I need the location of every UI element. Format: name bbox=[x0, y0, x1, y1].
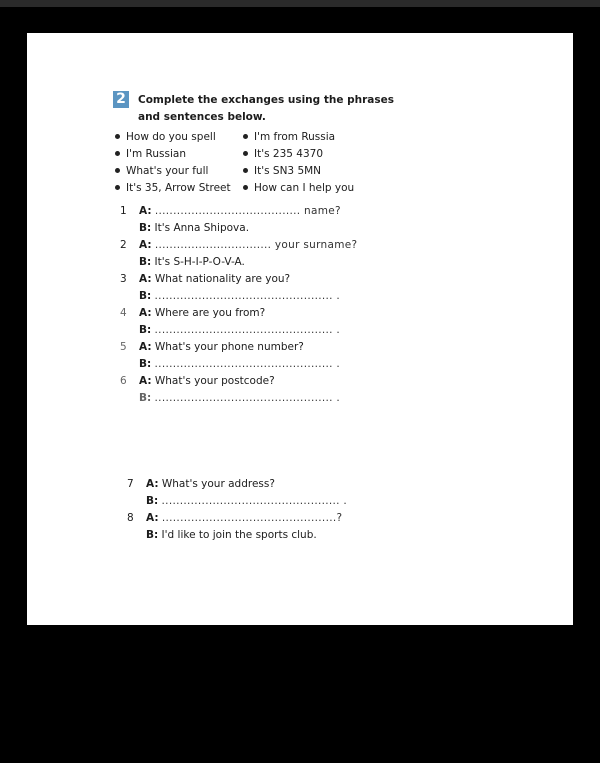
window-top-bar bbox=[0, 0, 600, 7]
exchange-b-line: B: ................................................. . bbox=[139, 290, 341, 302]
exchange-b-line: B: It's Anna Shipova. bbox=[139, 222, 250, 234]
exchange-a-line: A: What's your phone number? bbox=[139, 341, 304, 353]
exercise-instruction bbox=[138, 92, 398, 126]
bullet-icon bbox=[115, 185, 120, 190]
bullet-icon bbox=[115, 168, 120, 173]
exchange-a-line: A: What nationality are you? bbox=[139, 273, 291, 285]
exchange-number: 3 bbox=[120, 273, 127, 285]
exchange-b-line: B: ................................................. . bbox=[139, 358, 341, 370]
instruction-line-2: and sentences below. bbox=[138, 111, 266, 123]
exchange-a-line: A: Where are you from? bbox=[139, 307, 266, 319]
bullet-icon bbox=[243, 151, 248, 156]
exchange-b-line: B: I'd like to join the sports club. bbox=[146, 529, 317, 541]
bullet-icon bbox=[115, 151, 120, 156]
phrase-item: How can I help you bbox=[243, 181, 354, 195]
exchange-a-line: A: ........................................ name? bbox=[139, 205, 341, 217]
exchange-b-line: B: It's S-H-I-P-O-V-A. bbox=[139, 256, 245, 268]
exercise-number-badge: 2 bbox=[113, 91, 129, 108]
exchange-number: 4 bbox=[120, 307, 127, 319]
exchange-number: 1 bbox=[120, 205, 127, 217]
phrase-item: What's your full bbox=[115, 164, 208, 178]
exchange-number: 6 bbox=[120, 375, 127, 387]
exchange-number: 7 bbox=[127, 478, 134, 490]
exchange-a-line: A: ................................................? bbox=[146, 512, 343, 524]
phrase-item: It's 35, Arrow Street bbox=[115, 181, 231, 195]
exchange-b-line: B: ................................................. . bbox=[139, 392, 341, 404]
exchange-a-line: A: ................................ your surname? bbox=[139, 239, 358, 251]
textbook-page bbox=[27, 33, 573, 625]
exchange-b-line: B: ................................................. . bbox=[146, 495, 348, 507]
exchange-a-line: A: What's your address? bbox=[146, 478, 275, 490]
exchange-number: 5 bbox=[120, 341, 127, 353]
bullet-icon bbox=[243, 185, 248, 190]
exchange-b-line: B: ................................................. . bbox=[139, 324, 341, 336]
phrase-item: How do you spell bbox=[115, 130, 216, 144]
phrase-item: It's SN3 5MN bbox=[243, 164, 321, 178]
phrase-item: I'm Russian bbox=[115, 147, 186, 161]
exchange-number: 2 bbox=[120, 239, 127, 251]
instruction-line-1: Complete the exchanges using the phrases bbox=[138, 94, 394, 106]
phrase-item: I'm from Russia bbox=[243, 130, 335, 144]
bullet-icon bbox=[243, 134, 248, 139]
phrase-item: It's 235 4370 bbox=[243, 147, 323, 161]
exchange-number: 8 bbox=[127, 512, 134, 524]
bullet-icon bbox=[115, 134, 120, 139]
bullet-icon bbox=[243, 168, 248, 173]
exchange-a-line: A: What's your postcode? bbox=[139, 375, 275, 387]
